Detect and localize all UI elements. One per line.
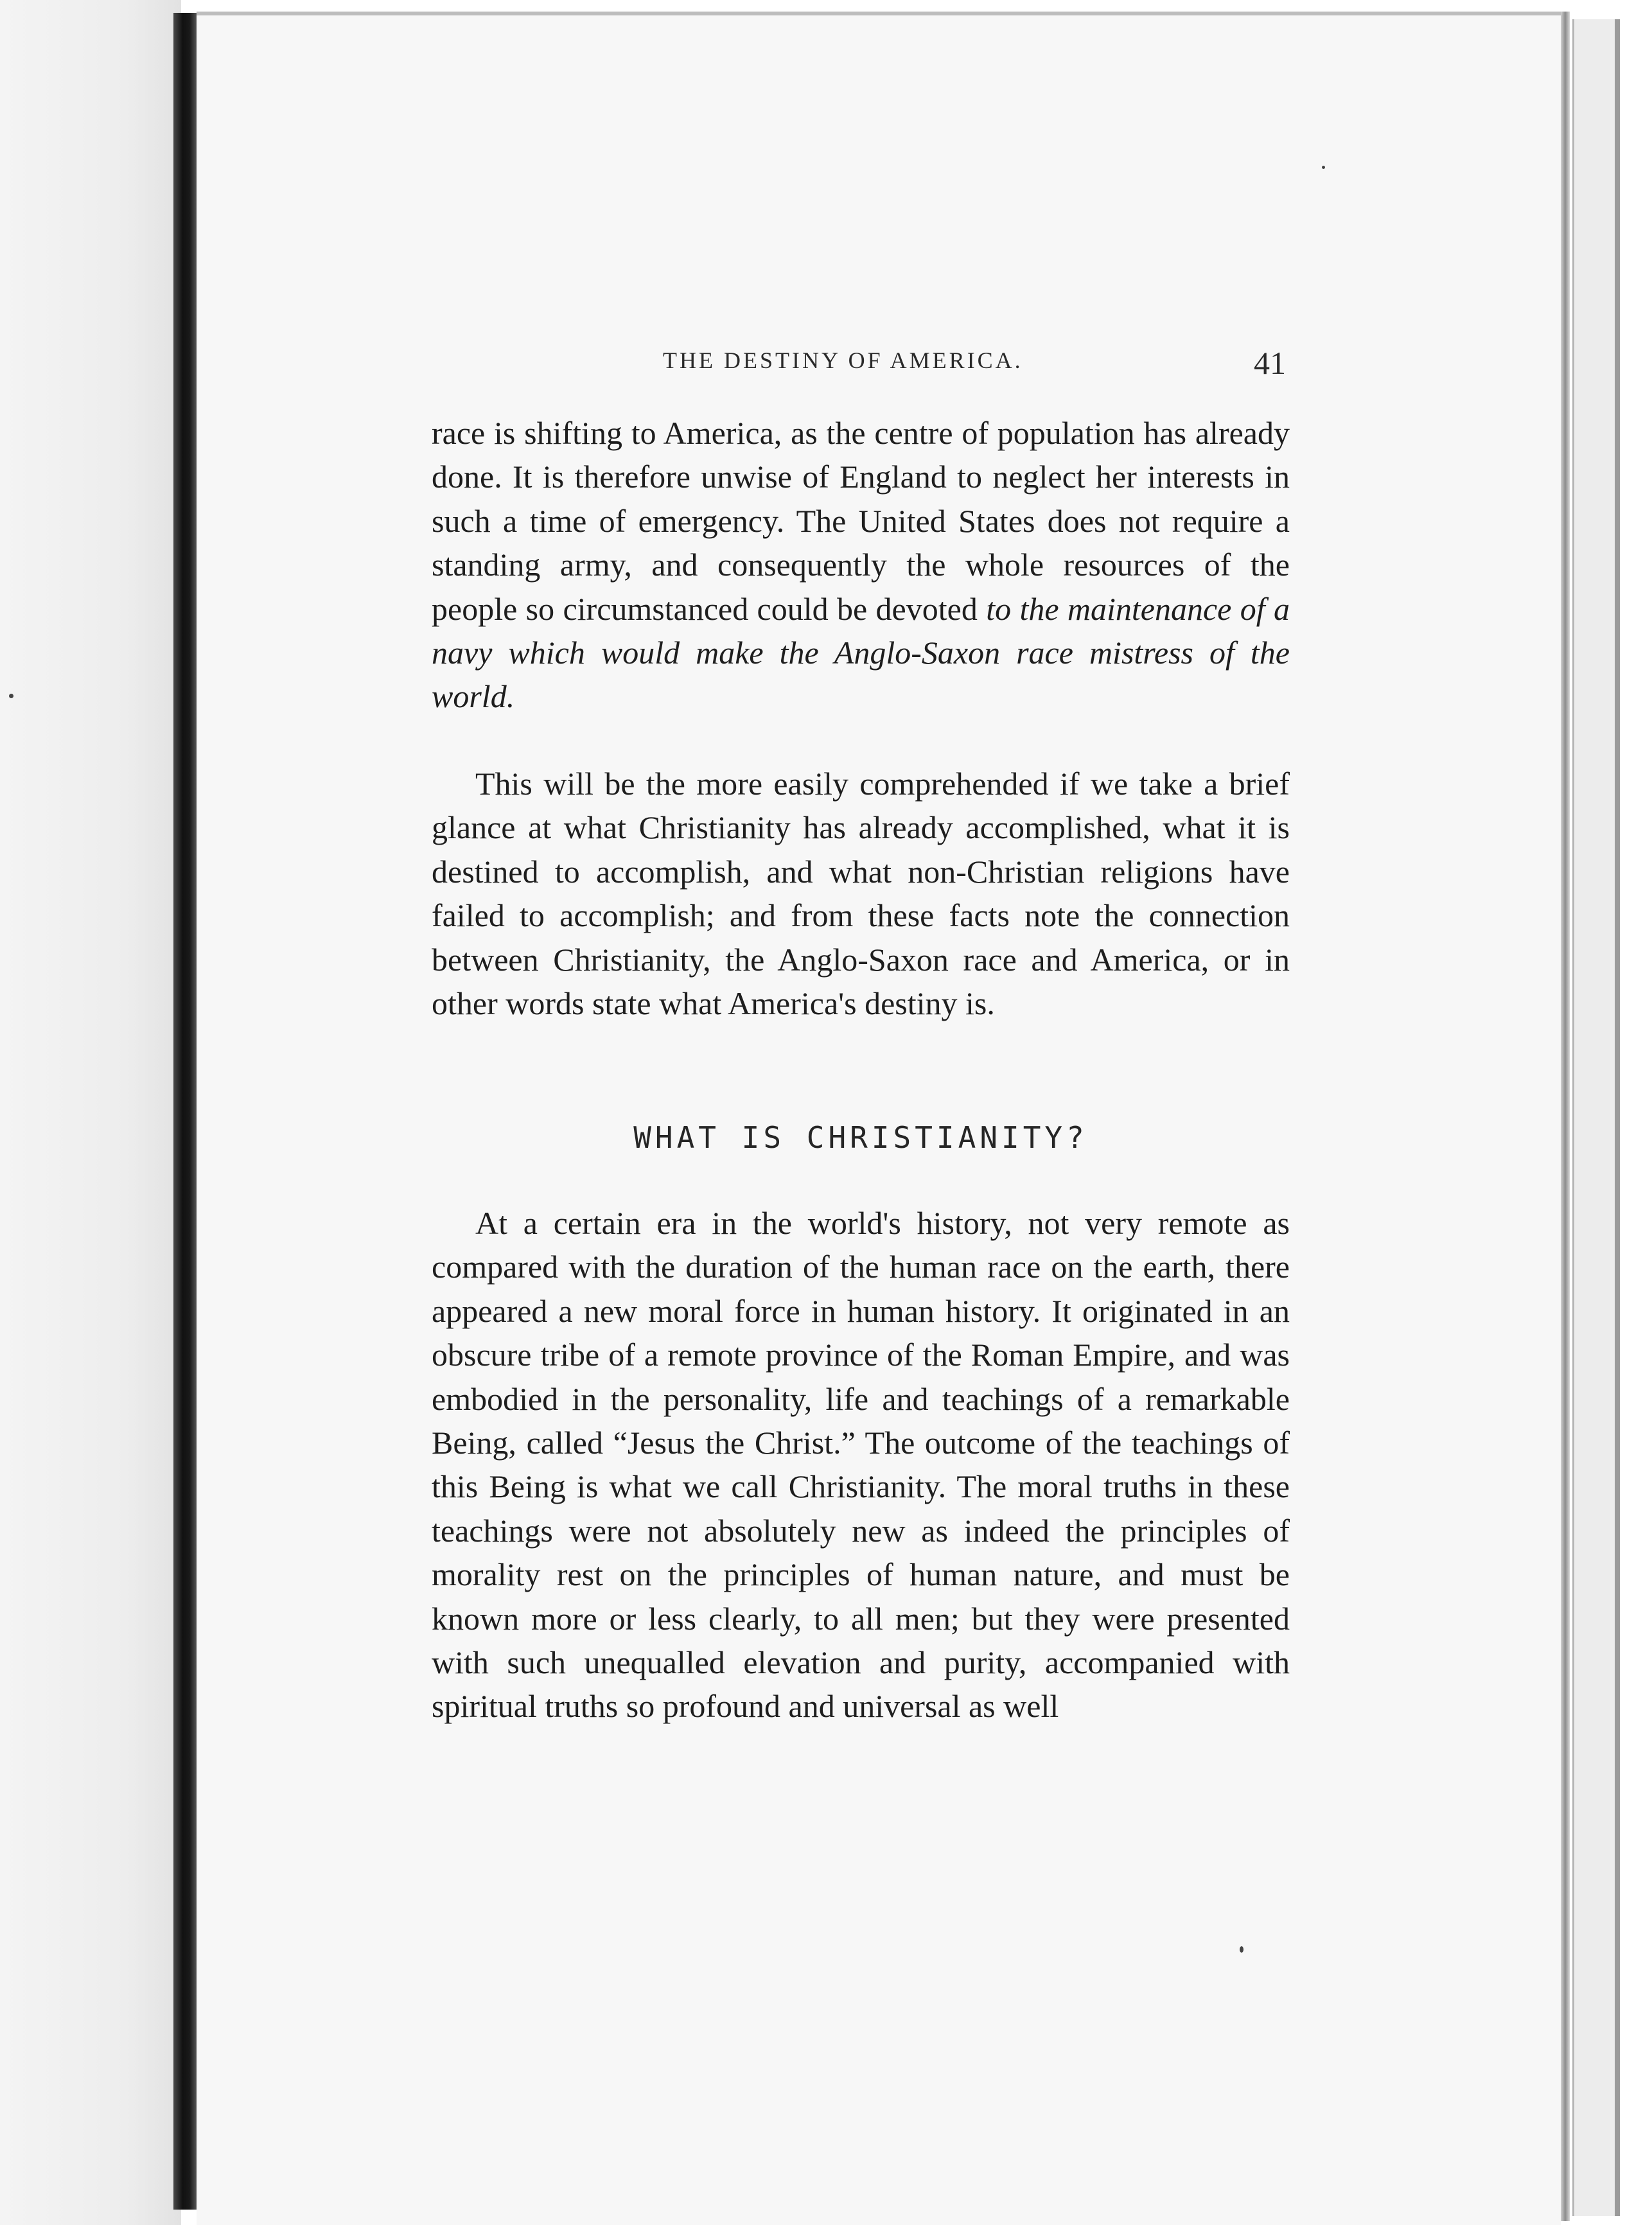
- book-page: [197, 12, 1561, 2225]
- paragraph: [432, 762, 1290, 1025]
- page-stack-border: [1615, 19, 1620, 2216]
- page-number: 41: [1254, 345, 1286, 381]
- running-head: [432, 347, 1290, 385]
- dust-speck: [1240, 1946, 1243, 1953]
- paragraph-text: race is shifting to America, as the centre of population has already done. It is therefore unwise of England to neglect her interests in such a time of emergency. The United States does not require a standing army, and consequently the whole resources of the people so circumstanced could be devoted: [432, 415, 1290, 627]
- paragraph: [432, 1201, 1290, 1728]
- paragraph-continuation: [432, 411, 1290, 719]
- book-gutter: [173, 13, 197, 2210]
- running-head-title: THE DESTINY OF AMERICA.: [663, 347, 1023, 373]
- dust-speck: [9, 694, 13, 698]
- dust-speck: [1322, 166, 1325, 169]
- page-edge-shadow: [1561, 12, 1570, 2221]
- italic-emphasis: to the maintenance of a navy which would make the Anglo-Saxon race mistress of the world.: [432, 590, 1290, 715]
- left-page-edge: [0, 0, 181, 2225]
- section-heading: WHAT IS CHRISTIANITY?: [633, 1120, 1088, 1155]
- paragraph-text: This will be the more easily comprehended if we take a brief glance at what Christianity has already accomplished, what it is destined to accomplish, and what non-Christian religions have failed to accomplish; and from these facts note the connection between Christianity, the Anglo-Saxon race and America, or in other words state what America's destiny is.: [432, 766, 1290, 1022]
- page-stack-edge: [1572, 19, 1617, 2216]
- paragraph-text: At a certain era in the world's history, not very remote as compared with the duration of the human race on the earth, there appeared a new moral force in human history. It originated in an obscure tribe of a remote province of the Roman Empire, and was embodied in the personality, life and teachings of a remarkable Being, called “Jesus the Christ.” The outcome of the teachings of this Being is what we call Christianity. The moral truths in these teachings were not absolutely new as indeed the principles of morality rest on the principles of human nature, and must be known more or less clearly, to all men; but they were presented with such unequalled elevation and purity, accompanied with spiritual truths so profound and universal as well: [432, 1205, 1290, 1725]
